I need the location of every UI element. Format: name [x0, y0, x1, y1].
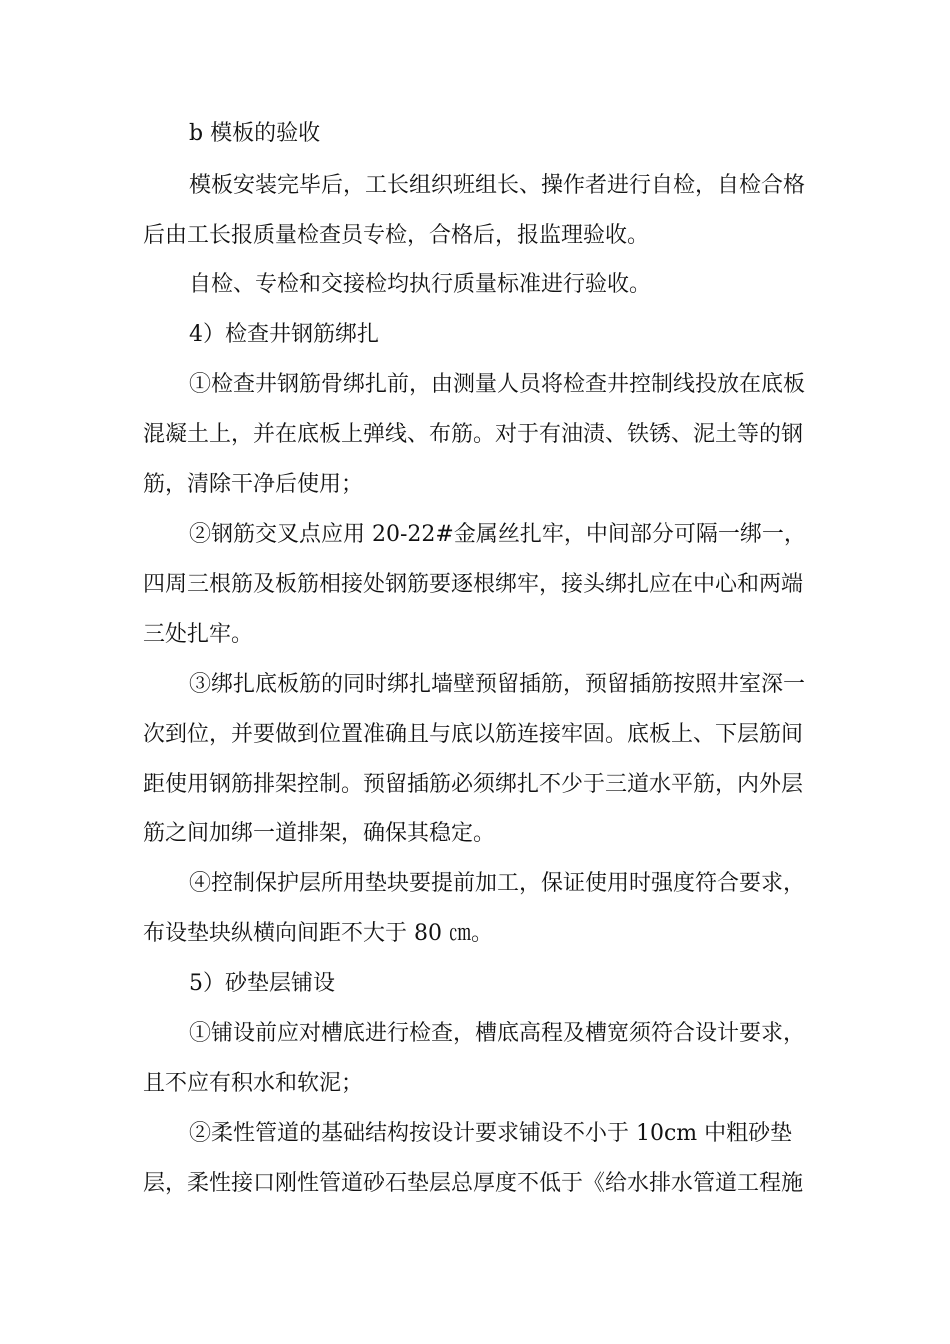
- line-text: ①检查井钢筋骨绑扎前，由测量人员将检查井控制线投放在底板: [189, 372, 806, 397]
- line-text: 筋之间加绑一道排架，确保其稳定。: [143, 821, 496, 846]
- line-text: 筋，清除干净后使用；: [143, 472, 364, 497]
- line-text: 距使用钢筋排架控制。预留插筋必须绑扎不少于三道水平筋，内外层: [143, 772, 804, 797]
- line-text: 三处扎牢。: [143, 622, 254, 647]
- line-text: 层，柔性接口刚性管道砂石垫层总厚度不低于《给水排水管道工程施: [143, 1171, 804, 1196]
- line-text: 四周三根筋及板筋相接处钢筋要逐根绑牢，接头绑扎应在中心和两端: [143, 572, 804, 597]
- line-text: 混凝土上，并在底板上弹线、布筋。对于有油渍、铁锈、泥土等的钢: [143, 422, 804, 447]
- line-text: 模板安装完毕后，工长组织班组长、操作者进行自检，自检合格: [189, 173, 806, 198]
- line-text: 5）砂垫层铺设: [189, 971, 335, 996]
- line-text: 4）检查井钢筋绑扎: [189, 322, 379, 347]
- line-text: ②柔性管道的基础结构按设计要求铺设不小于 10cm 中粗砂垫: [189, 1121, 793, 1146]
- line-text: 且不应有积水和软泥；: [143, 1071, 364, 1096]
- line-text: ①铺设前应对槽底进行检查，槽底高程及槽宽须符合设计要求，: [189, 1021, 806, 1046]
- line-text: 后由工长报质量检查员专检，合格后，报监理验收。: [143, 223, 650, 248]
- line-text: ②钢筋交叉点应用 20-22#金属丝扎牢，中间部分可隔一绑一，: [189, 522, 806, 547]
- line-text: b 模板的验收: [189, 121, 321, 146]
- line-text: ③绑扎底板筋的同时绑扎墙壁预留插筋，预留插筋按照井室深一: [189, 672, 806, 697]
- line-text: ④控制保护层所用垫块要提前加工，保证使用时强度符合要求，: [189, 871, 806, 896]
- line-text: 布设垫块纵横向间距不大于 80 ㎝。: [143, 921, 493, 946]
- line-text: 自检、专检和交接检均执行质量标准进行验收。: [189, 272, 652, 297]
- line-text: 次到位，并要做到位置准确且与底以筋连接牢固。底板上、下层筋间: [143, 722, 804, 747]
